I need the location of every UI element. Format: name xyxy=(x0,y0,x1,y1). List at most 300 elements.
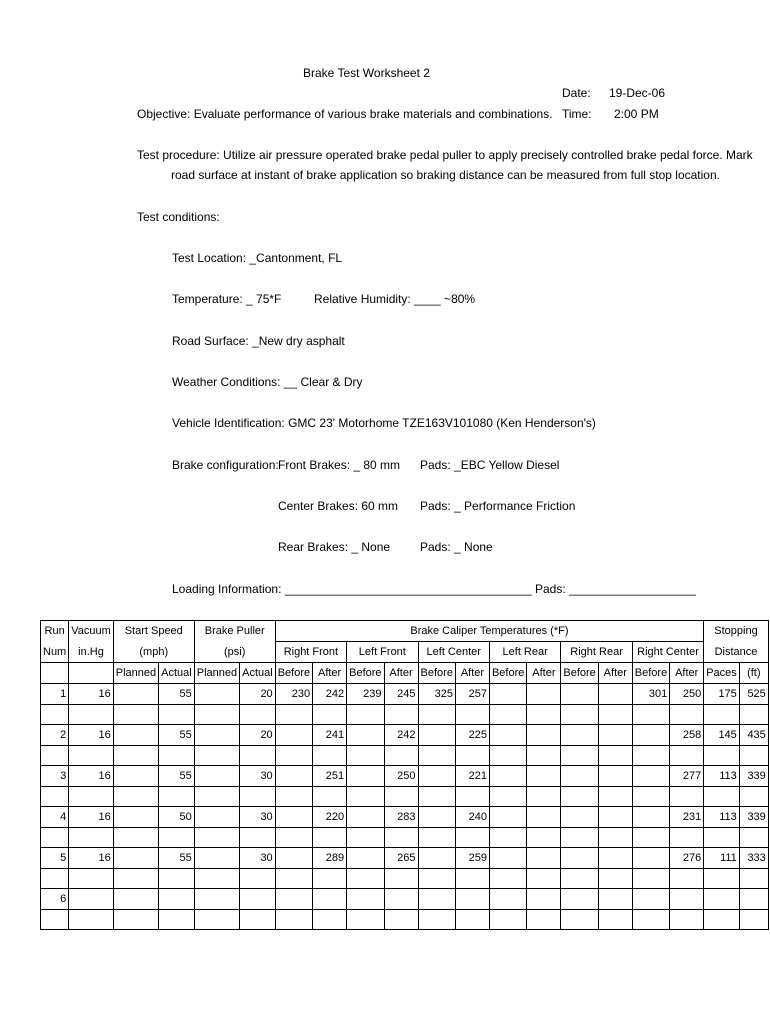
table-cell: 283 xyxy=(384,807,418,828)
table-cell: 175 xyxy=(704,684,740,705)
blank-cell xyxy=(489,869,526,889)
blank-cell xyxy=(41,746,69,766)
table-cell xyxy=(418,807,455,828)
col-right-center: Right Center xyxy=(632,642,703,663)
table-cell xyxy=(561,848,598,869)
table-cell xyxy=(384,889,418,910)
blank-cell xyxy=(527,869,561,889)
blank-cell xyxy=(113,746,158,766)
conditions-heading: Test conditions: xyxy=(137,210,220,224)
col-paces: Paces xyxy=(704,663,740,684)
blank-cell xyxy=(275,746,312,766)
col-actual-psi: Actual xyxy=(240,663,276,684)
weather-conditions: Weather Conditions: __ Clear & Dry xyxy=(172,375,363,389)
table-cell: 2 xyxy=(41,725,69,746)
table-cell xyxy=(313,889,347,910)
blank-cell xyxy=(313,910,347,930)
table-cell: 258 xyxy=(670,725,704,746)
table-cell xyxy=(598,807,632,828)
table-cell xyxy=(739,889,768,910)
header-row-2 xyxy=(41,642,769,663)
table-cell: 5 xyxy=(41,848,69,869)
blank-cell xyxy=(69,869,114,889)
blank-cell xyxy=(739,787,768,807)
col-ft: (ft) xyxy=(739,663,768,684)
table-cell xyxy=(113,889,158,910)
blank-cell xyxy=(489,746,526,766)
blank-cell xyxy=(561,705,598,725)
blank-cell xyxy=(41,705,69,725)
table-cell: 55 xyxy=(159,725,195,746)
table-cell: 1 xyxy=(41,684,69,705)
table-cell xyxy=(561,684,598,705)
col-right-rear: Right Rear xyxy=(561,642,632,663)
blank-cell xyxy=(704,746,740,766)
table-cell: 435 xyxy=(739,725,768,746)
table-row xyxy=(41,766,769,787)
blank-cell xyxy=(113,869,158,889)
blank-cell xyxy=(418,828,455,848)
table-cell: 221 xyxy=(455,766,489,787)
blank-cell xyxy=(561,869,598,889)
blank-cell xyxy=(670,787,704,807)
time-label: Time: xyxy=(562,107,592,121)
blank-cell xyxy=(159,910,195,930)
table-cell xyxy=(275,766,312,787)
blank-cell xyxy=(418,746,455,766)
col-right-front: Right Front xyxy=(275,642,346,663)
table-cell: 333 xyxy=(739,848,768,869)
blank-cell xyxy=(275,869,312,889)
blank-cell xyxy=(704,787,740,807)
col-before: Before xyxy=(418,663,455,684)
col-after: After xyxy=(670,663,704,684)
blank-cell xyxy=(41,869,69,889)
col-before: Before xyxy=(347,663,384,684)
table-cell: 16 xyxy=(69,684,114,705)
spacer-row xyxy=(41,705,769,725)
brake-test-table xyxy=(40,620,769,930)
blank-cell xyxy=(704,828,740,848)
test-location: Test Location: _Cantonment, FL xyxy=(172,251,343,265)
table-cell xyxy=(489,684,526,705)
table-cell xyxy=(632,807,669,828)
table-cell: 239 xyxy=(347,684,384,705)
table-cell: 50 xyxy=(159,807,195,828)
blank-cell xyxy=(113,705,158,725)
table-cell: 257 xyxy=(455,684,489,705)
blank-cell xyxy=(384,746,418,766)
blank-cell xyxy=(41,910,69,930)
blank-cell xyxy=(670,705,704,725)
procedure-line-1: Test procedure: Utilize air pressure operated brake pedal puller to apply precisely controlled brake pedal force. Mark xyxy=(137,148,753,162)
table-cell: 339 xyxy=(739,766,768,787)
blank-cell xyxy=(275,828,312,848)
blank-cell xyxy=(670,910,704,930)
table-cell: 30 xyxy=(240,807,276,828)
table-cell xyxy=(418,848,455,869)
blank-cell xyxy=(194,746,239,766)
table-cell: 225 xyxy=(455,725,489,746)
table-cell xyxy=(632,725,669,746)
table-cell xyxy=(159,889,195,910)
table-cell xyxy=(194,684,239,705)
table-cell: 242 xyxy=(384,725,418,746)
center-brakes: Center Brakes: 60 mm xyxy=(278,499,399,513)
table-cell: 16 xyxy=(69,807,114,828)
blank-cell xyxy=(384,787,418,807)
table-cell xyxy=(527,684,561,705)
blank-cell xyxy=(194,787,239,807)
table-cell xyxy=(489,889,526,910)
blank-cell xyxy=(739,746,768,766)
brake-configuration-label: Brake configuration: xyxy=(172,458,279,472)
blank-cell xyxy=(670,869,704,889)
blank-cell xyxy=(561,787,598,807)
table-cell xyxy=(704,889,740,910)
col-after: After xyxy=(313,663,347,684)
blank-cell xyxy=(69,746,114,766)
col-psi: (psi) xyxy=(194,642,275,663)
table-cell xyxy=(69,889,114,910)
procedure-line-2: road surface at instant of brake application so braking distance can be measured from full stop location. xyxy=(171,168,720,182)
table-cell xyxy=(489,848,526,869)
date-label: Date: xyxy=(562,86,591,100)
blank-cell xyxy=(739,705,768,725)
table-cell xyxy=(489,766,526,787)
table-cell: 231 xyxy=(670,807,704,828)
blank-cell xyxy=(69,705,114,725)
table-cell: 20 xyxy=(240,684,276,705)
blank-cell xyxy=(418,869,455,889)
col-brake-puller: Brake Puller xyxy=(194,621,275,642)
blank-cell xyxy=(347,705,384,725)
blank-cell xyxy=(69,787,114,807)
table-cell xyxy=(113,725,158,746)
table-cell xyxy=(418,725,455,746)
blank-cell xyxy=(561,910,598,930)
table-cell: 277 xyxy=(670,766,704,787)
blank-cell xyxy=(632,787,669,807)
col-stopping: Stopping xyxy=(704,621,769,642)
blank-cell xyxy=(194,869,239,889)
table-row xyxy=(41,684,769,705)
table-cell: 55 xyxy=(159,766,195,787)
table-cell: 111 xyxy=(704,848,740,869)
table-cell: 3 xyxy=(41,766,69,787)
table-row xyxy=(41,848,769,869)
col-vacuum: Vacuum xyxy=(69,621,114,642)
blank-cell xyxy=(240,828,276,848)
rear-brakes: Rear Brakes: _ None xyxy=(278,540,391,554)
table-cell xyxy=(632,766,669,787)
blank-cell xyxy=(159,787,195,807)
col-caliper-temps: Brake Caliper Temperatures (*F) xyxy=(275,621,704,642)
table-cell xyxy=(527,807,561,828)
blank-cell xyxy=(739,910,768,930)
table-cell: 55 xyxy=(159,848,195,869)
table-cell xyxy=(347,807,384,828)
blank-cell xyxy=(598,869,632,889)
table-cell: 30 xyxy=(240,848,276,869)
blank-cell xyxy=(527,910,561,930)
table-cell xyxy=(598,725,632,746)
blank-cell xyxy=(275,910,312,930)
blank-cell xyxy=(69,910,114,930)
table-cell xyxy=(194,889,239,910)
blank-cell xyxy=(527,828,561,848)
table-cell: 525 xyxy=(739,684,768,705)
table-cell: 220 xyxy=(313,807,347,828)
table-cell: 55 xyxy=(159,684,195,705)
table-cell xyxy=(194,766,239,787)
blank-cell xyxy=(632,746,669,766)
blank-cell xyxy=(240,869,276,889)
col-actual-speed: Actual xyxy=(159,663,195,684)
blank-cell xyxy=(598,910,632,930)
blank-cell xyxy=(598,705,632,725)
blank-cell xyxy=(41,787,69,807)
blank-cell xyxy=(347,787,384,807)
table-cell: 113 xyxy=(704,807,740,828)
blank-cell xyxy=(418,910,455,930)
blank-cell xyxy=(527,787,561,807)
blank-cell xyxy=(240,910,276,930)
blank-cell xyxy=(704,869,740,889)
table-cell xyxy=(561,807,598,828)
table-cell: 325 xyxy=(418,684,455,705)
blank-cell xyxy=(670,746,704,766)
blank-cell xyxy=(739,828,768,848)
spacer-row xyxy=(41,787,769,807)
table-cell xyxy=(598,848,632,869)
table-cell xyxy=(418,889,455,910)
table-cell: 240 xyxy=(455,807,489,828)
blank-cell xyxy=(159,746,195,766)
blank-cell xyxy=(384,869,418,889)
table-cell xyxy=(561,725,598,746)
blank-cell xyxy=(384,828,418,848)
col-distance: Distance xyxy=(704,642,769,663)
table-cell xyxy=(194,725,239,746)
col-before: Before xyxy=(561,663,598,684)
table-cell: 259 xyxy=(455,848,489,869)
blank-cell xyxy=(739,869,768,889)
temperature: Temperature: _ 75*F xyxy=(172,292,282,306)
table-cell: 289 xyxy=(313,848,347,869)
col-after: After xyxy=(527,663,561,684)
table-cell xyxy=(113,684,158,705)
blank-cell xyxy=(240,746,276,766)
blank-cell xyxy=(704,910,740,930)
table-cell: 250 xyxy=(384,766,418,787)
road-surface: Road Surface: _New dry asphalt xyxy=(172,334,345,348)
blank-cell xyxy=(113,828,158,848)
table-cell: 245 xyxy=(384,684,418,705)
page-title: Brake Test Worksheet 2 xyxy=(303,66,430,80)
blank-cell xyxy=(455,746,489,766)
table-cell xyxy=(489,807,526,828)
blank-cell xyxy=(598,746,632,766)
table-cell: 251 xyxy=(313,766,347,787)
front-pads: Pads: _EBC Yellow Diesel xyxy=(420,458,560,472)
blank-cell xyxy=(159,828,195,848)
table-cell: 276 xyxy=(670,848,704,869)
header-row-1 xyxy=(41,621,769,642)
table-cell xyxy=(598,766,632,787)
table-cell: 250 xyxy=(670,684,704,705)
blank-cell xyxy=(455,869,489,889)
blank-cell xyxy=(159,705,195,725)
blank-cell xyxy=(455,705,489,725)
table-cell xyxy=(347,766,384,787)
blank-cell xyxy=(313,828,347,848)
blank-cell xyxy=(632,705,669,725)
blank-cell xyxy=(347,828,384,848)
blank-cell xyxy=(113,910,158,930)
table-cell xyxy=(240,889,276,910)
blank-cell xyxy=(275,705,312,725)
blank-cell xyxy=(632,869,669,889)
blank-cell xyxy=(704,705,740,725)
blank-cell xyxy=(194,828,239,848)
blank-cell xyxy=(194,705,239,725)
blank-cell xyxy=(455,828,489,848)
blank-cell xyxy=(670,828,704,848)
col-before: Before xyxy=(489,663,526,684)
blank-cell xyxy=(384,910,418,930)
table-row xyxy=(41,807,769,828)
blank-cell xyxy=(240,705,276,725)
blank-cell xyxy=(347,746,384,766)
table-cell xyxy=(275,725,312,746)
blank-cell xyxy=(313,869,347,889)
blank-cell xyxy=(598,828,632,848)
table-cell xyxy=(527,848,561,869)
table-cell xyxy=(113,807,158,828)
vehicle-identification: Vehicle Identification: GMC 23' Motorhome TZE163V101080 (Ken Henderson's) xyxy=(172,416,596,430)
col-left-rear: Left Rear xyxy=(489,642,560,663)
blank-cell xyxy=(347,910,384,930)
blank-cell xyxy=(194,910,239,930)
col-planned-speed: Planned xyxy=(113,663,158,684)
time-value: 2:00 PM xyxy=(614,107,659,121)
header-row-3 xyxy=(41,663,769,684)
blank-cell xyxy=(41,663,69,684)
table-cell: 4 xyxy=(41,807,69,828)
relative-humidity: Relative Humidity: ____ ~80% xyxy=(314,292,476,306)
col-start-speed: Start Speed xyxy=(113,621,194,642)
col-num: Num xyxy=(41,642,69,663)
blank-cell xyxy=(561,746,598,766)
table-cell xyxy=(489,725,526,746)
table-cell: 265 xyxy=(384,848,418,869)
loading-information: Loading Information: _____________________________________ Pads: ___________________ xyxy=(172,582,696,596)
table-cell: 6 xyxy=(41,889,69,910)
table-cell xyxy=(347,848,384,869)
table-cell xyxy=(275,807,312,828)
table-cell: 241 xyxy=(313,725,347,746)
table-cell: 30 xyxy=(240,766,276,787)
table-cell xyxy=(455,889,489,910)
table-cell xyxy=(347,889,384,910)
table-cell xyxy=(527,766,561,787)
col-after: After xyxy=(384,663,418,684)
blank-cell xyxy=(275,787,312,807)
blank-cell xyxy=(69,663,114,684)
table-cell: 339 xyxy=(739,807,768,828)
date-value: 19-Dec-06 xyxy=(609,86,666,100)
blank-cell xyxy=(489,910,526,930)
table-cell xyxy=(527,889,561,910)
blank-cell xyxy=(418,705,455,725)
table-cell xyxy=(527,725,561,746)
blank-cell xyxy=(113,787,158,807)
table-cell xyxy=(113,766,158,787)
table-cell xyxy=(598,889,632,910)
blank-cell xyxy=(69,828,114,848)
table-cell xyxy=(418,766,455,787)
objective-text: Objective: Evaluate performance of various brake materials and combinations. xyxy=(137,107,553,121)
table-cell: 301 xyxy=(632,684,669,705)
blank-cell xyxy=(598,787,632,807)
blank-cell xyxy=(313,787,347,807)
table-cell: 20 xyxy=(240,725,276,746)
table-cell xyxy=(275,889,312,910)
table-cell: 113 xyxy=(704,766,740,787)
blank-cell xyxy=(455,787,489,807)
spacer-row xyxy=(41,869,769,889)
table-row xyxy=(41,725,769,746)
blank-cell xyxy=(313,705,347,725)
blank-cell xyxy=(527,705,561,725)
spacer-row xyxy=(41,910,769,930)
spacer-row xyxy=(41,828,769,848)
table-cell: 242 xyxy=(313,684,347,705)
blank-cell xyxy=(632,828,669,848)
spacer-row xyxy=(41,746,769,766)
col-left-front: Left Front xyxy=(347,642,418,663)
table-cell: 145 xyxy=(704,725,740,746)
blank-cell xyxy=(489,787,526,807)
blank-cell xyxy=(347,869,384,889)
blank-cell xyxy=(489,828,526,848)
col-after: After xyxy=(598,663,632,684)
col-planned-psi: Planned xyxy=(194,663,239,684)
blank-cell xyxy=(159,869,195,889)
table-cell: 16 xyxy=(69,766,114,787)
blank-cell xyxy=(313,746,347,766)
blank-cell xyxy=(41,828,69,848)
table-row xyxy=(41,889,769,910)
blank-cell xyxy=(489,705,526,725)
blank-cell xyxy=(632,910,669,930)
col-left-center: Left Center xyxy=(418,642,489,663)
table-cell: 16 xyxy=(69,725,114,746)
table-cell xyxy=(670,889,704,910)
rear-pads: Pads: _ None xyxy=(420,540,493,554)
table-cell xyxy=(194,848,239,869)
blank-cell xyxy=(240,787,276,807)
col-before: Before xyxy=(275,663,312,684)
table-cell xyxy=(347,725,384,746)
col-after: After xyxy=(455,663,489,684)
table-cell xyxy=(113,848,158,869)
table-cell: 230 xyxy=(275,684,312,705)
front-brakes: Front Brakes: _ 80 mm xyxy=(278,458,401,472)
table-cell xyxy=(561,766,598,787)
col-run: Run xyxy=(41,621,69,642)
